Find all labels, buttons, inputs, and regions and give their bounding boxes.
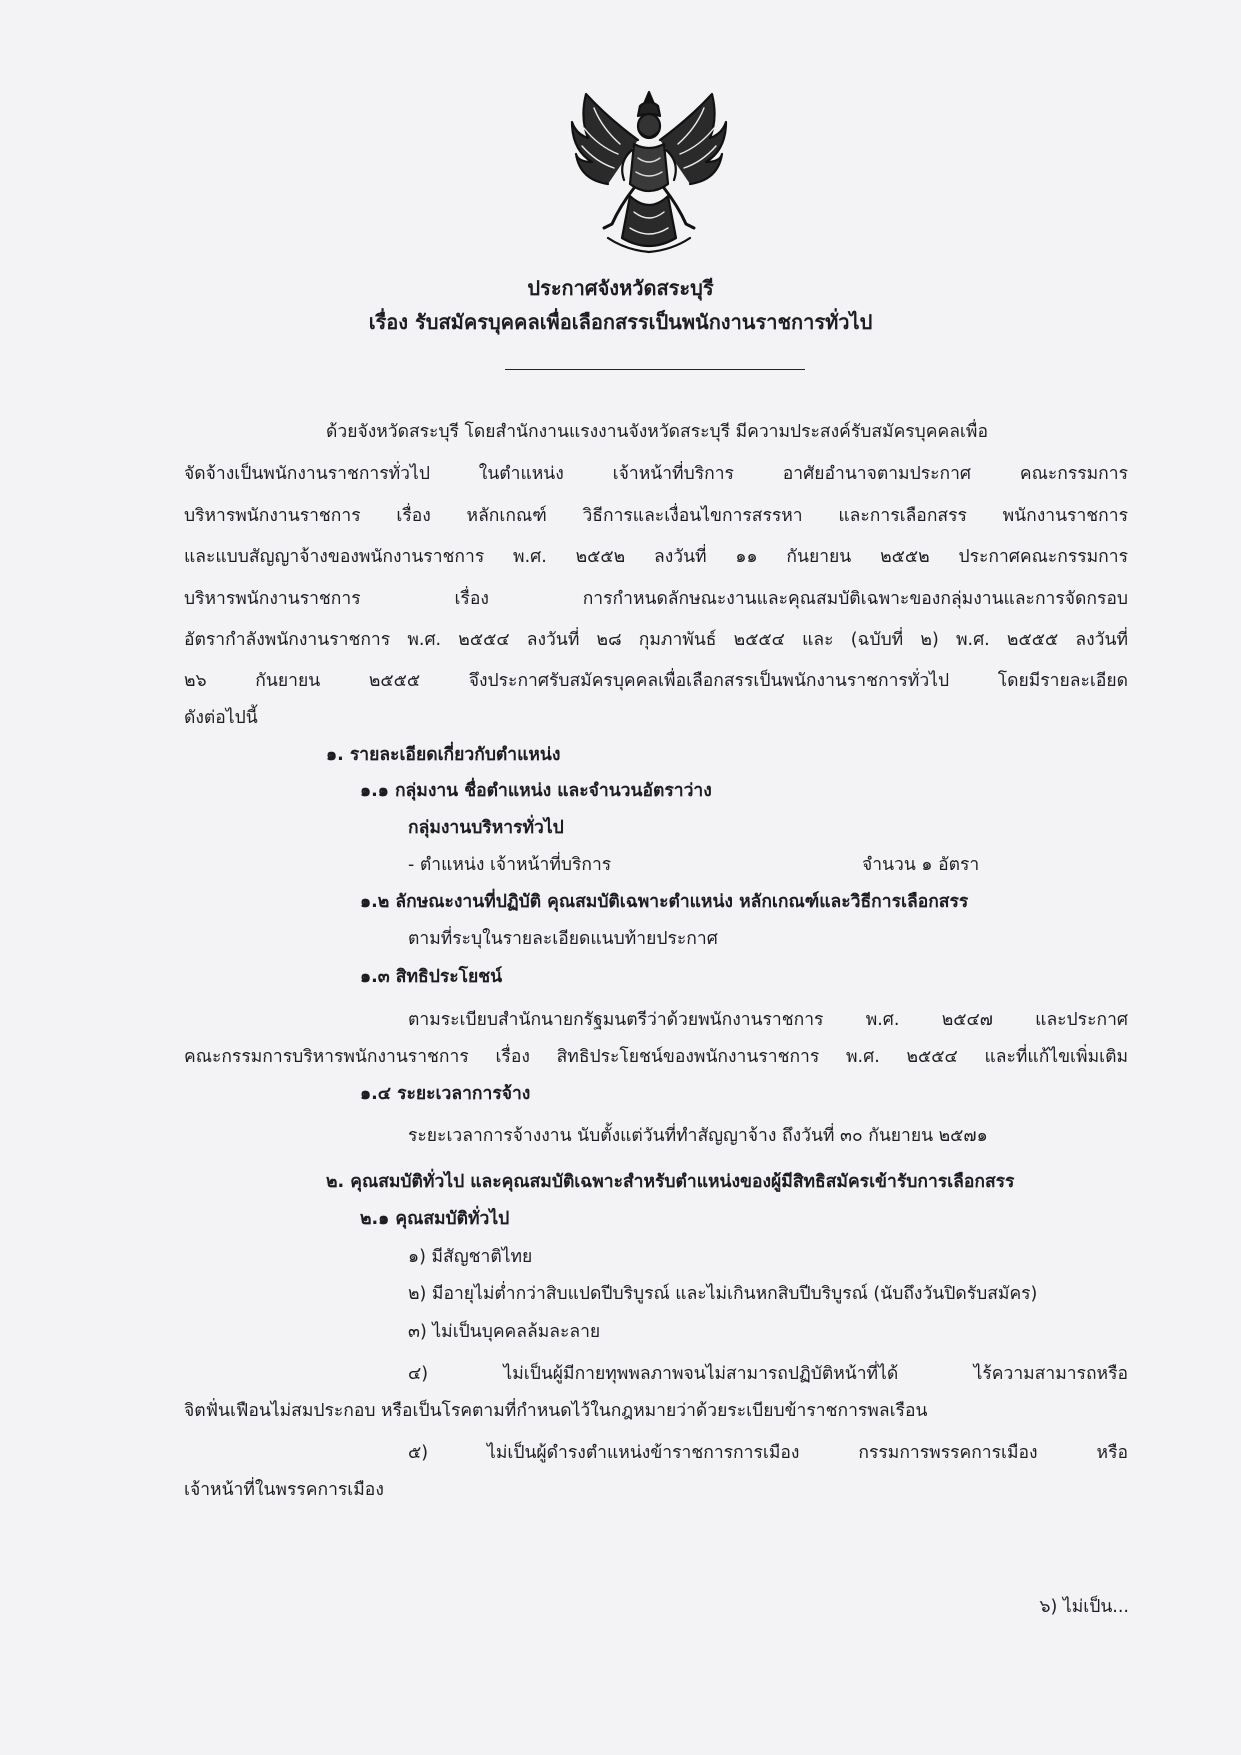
- position-name: - ตำแหน่ง เจ้าหน้าที่บริการ: [408, 855, 612, 875]
- section-2-1-heading: ๒.๑ คุณสมบัติทั่วไป: [360, 1209, 510, 1229]
- intro-line: บริหารพนักงานราชการ เรื่อง การกำหนดลักษณะงานและคุณสมบัติเฉพาะของกลุ่มงานและการจัดกรอบ: [184, 589, 1128, 609]
- position-count: จำนวน ๑ อัตรา: [862, 855, 980, 875]
- section-1-2-heading: ๑.๒ ลักษณะงานที่ปฏิบัติ คุณสมบัติเฉพาะตำแหน่ง หลักเกณฑ์และวิธีการเลือกสรร: [360, 892, 969, 912]
- qualification-item: ๕) ไม่เป็นผู้ดำรงตำแหน่งข้าราชการการเมือง กรรมการพรรคการเมือง หรือ: [408, 1443, 1128, 1463]
- job-group: กลุ่มงานบริหารทั่วไป: [408, 818, 564, 838]
- title-divider: [505, 369, 805, 370]
- qualification-item: ๒) มีอายุไม่ต่ำกว่าสิบแปดปีบริบูรณ์ และไม่เกินหกสิบปีบริบูรณ์ (นับถึงวันปิดรับสมัคร): [408, 1284, 1038, 1304]
- section-1-3-text: คณะกรรมการบริหารพนักงานราชการ เรื่อง สิทธิประโยชน์ของพนักงานราชการ พ.ศ. ๒๕๕๔ และที่แก้ไขเพิ่มเติม: [184, 1047, 1128, 1067]
- qualification-item: ๓) ไม่เป็นบุคคลล้มละลาย: [408, 1322, 601, 1342]
- intro-line: ดังต่อไปนี้: [184, 708, 258, 728]
- qualification-item: จิตฟั่นเฟือนไม่สมประกอบ หรือเป็นโรคตามที่กำหนดไว้ในกฎหมายว่าด้วยระเบียบข้าราชการพลเรือน: [184, 1401, 928, 1421]
- section-2-heading: ๒. คุณสมบัติทั่วไป และคุณสมบัติเฉพาะสำหรับตำแหน่งของผู้มีสิทธิสมัครเข้ารับการเลือกสรร: [326, 1172, 1015, 1192]
- garuda-emblem-icon: [568, 88, 730, 256]
- announcement-title: ประกาศจังหวัดสระบุรี: [527, 276, 714, 300]
- section-1-4-heading: ๑.๔ ระยะเวลาการจ้าง: [360, 1084, 531, 1104]
- qualification-item: เจ้าหน้าที่ในพรรคการเมือง: [184, 1480, 384, 1500]
- section-1-2-text: ตามที่ระบุในรายละเอียดแนบท้ายประกาศ: [408, 929, 718, 949]
- intro-line: จัดจ้างเป็นพนักงานราชการทั่วไป ในตำแหน่ง เจ้าหน้าที่บริการ อาศัยอำนาจตามประกาศ คณะกรรมการ: [184, 464, 1128, 484]
- intro-line: อัตรากำลังพนักงานราชการ พ.ศ. ๒๕๕๔ ลงวันที่ ๒๘ กุมภาพันธ์ ๒๕๕๔ และ (ฉบับที่ ๒) พ.ศ. ๒๕๕๕ ลงวันที่: [184, 630, 1128, 650]
- intro-line: บริหารพนักงานราชการ เรื่อง หลักเกณฑ์ วิธีการและเงื่อนไขการสรรหา และการเลือกสรร พนักงานราชการ: [184, 506, 1128, 526]
- qualification-item: ๔) ไม่เป็นผู้มีกายทุพพลภาพจนไม่สามารถปฏิบัติหน้าที่ได้ ไร้ความสามารถหรือ: [408, 1364, 1128, 1384]
- section-1-4-text: ระยะเวลาการจ้างงาน นับตั้งแต่วันที่ทำสัญญาจ้าง ถึงวันที่ ๓๐ กันยายน ๒๕๗๑: [408, 1126, 988, 1146]
- intro-line: ๒๖ กันยายน ๒๕๕๕ จึงประกาศรับสมัครบุคคลเพื่อเลือกสรรเป็นพนักงานราชการทั่วไป โดยมีรายละเอียด: [184, 671, 1128, 691]
- section-1-heading: ๑. รายละเอียดเกี่ยวกับตำแหน่ง: [326, 745, 561, 765]
- intro-line: ด้วยจังหวัดสระบุรี โดยสำนักงานแรงงานจังหวัดสระบุรี มีความประสงค์รับสมัครบุคคลเพื่อ: [326, 422, 988, 442]
- qualification-item: ๑) มีสัญชาติไทย: [408, 1247, 533, 1267]
- section-1-3-text: ตามระเบียบสำนักนายกรัฐมนตรีว่าด้วยพนักงานราชการ พ.ศ. ๒๕๔๗ และประกาศ: [408, 1010, 1128, 1030]
- section-1-3-heading: ๑.๓ สิทธิประโยชน์: [360, 967, 503, 987]
- intro-line: และแบบสัญญาจ้างของพนักงานราชการ พ.ศ. ๒๕๕๒ ลงวันที่ ๑๑ กันยายน ๒๕๕๒ ประกาศคณะกรรมการ: [184, 547, 1128, 567]
- continued-marker: ๖) ไม่เป็น...: [1039, 1597, 1129, 1617]
- section-1-1-heading: ๑.๑ กลุ่มงาน ชื่อตำแหน่ง และจำนวนอัตราว่าง: [360, 781, 712, 801]
- announcement-subject: เรื่อง รับสมัครบุคคลเพื่อเลือกสรรเป็นพนักงานราชการทั่วไป: [368, 310, 873, 334]
